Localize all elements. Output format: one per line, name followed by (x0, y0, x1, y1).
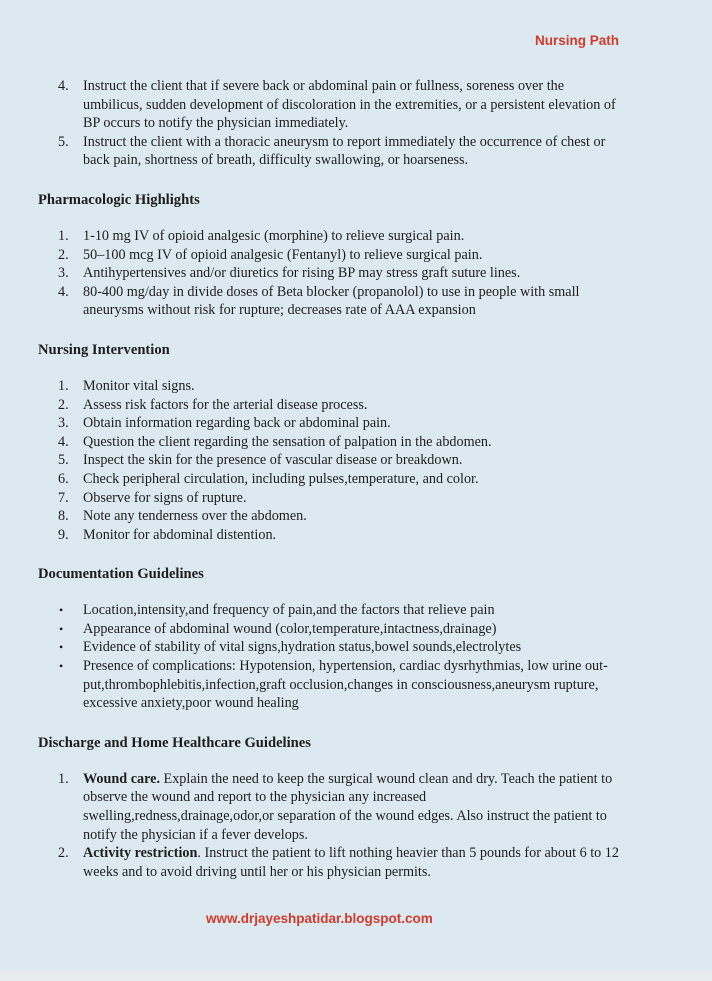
document-content (38, 77, 620, 881)
list-item: 6. Check peripheral circulation, including pulses,temperature, and color. (58, 470, 479, 487)
list-item: 3. Antihypertensives and/or diuretics for rising BP may stress graft suture lines. (58, 265, 521, 282)
bullet-icon: • (59, 603, 64, 618)
list-item: 5. Inspect the skin for the presence of vascular disease or breakdown. (58, 452, 463, 469)
list-item: 1. Wound care. Explain the need to keep the surgical wound clean and dry. Teach the patient to observe the wound and report to the physician any increased swelling,redness,drainage,odor,or separation of the wound edges. Also instruct the patient to notify the physician if a fever develops. (58, 770, 613, 843)
intervention-heading: Nursing Intervention (38, 341, 170, 358)
intervention-list (38, 377, 620, 544)
list-item: 9. Monitor for abdominal distention. (58, 526, 277, 543)
list-item: 4. 80-400 mg/day in divide doses of Beta blocker (propanolol) to use in people with small aneurysms without risk for rupture; decreases rate of AAA expansion (58, 283, 580, 319)
top-list (38, 77, 620, 170)
list-item: 2. 50–100 mcg IV of opioid analgesic (Fentanyl) to relieve surgical pain. (58, 246, 483, 263)
list-item: 4. Instruct the client that if severe back or abdominal pain or fullness, soreness over the umbilicus, sudden development of discoloration in the extremities, or a persistent elevation of BP occurs to notify the physician immediately. (58, 78, 616, 132)
footer-link[interactable]: www.drjayeshpatidar.blogspot.com (206, 911, 433, 926)
discharge-heading: Discharge and Home Healthcare Guidelines (38, 734, 311, 751)
documentation-list (38, 601, 620, 713)
bullet-icon: • (59, 621, 64, 636)
list-item: 2. Activity restriction. Instruct the patient to lift nothing heavier than 5 pounds for about 6 to 12 weeks and to avoid driving until her or his physician permits. (58, 845, 619, 880)
list-item: 2. Assess risk factors for the arterial disease process. (58, 396, 368, 413)
documentation-heading: Documentation Guidelines (38, 566, 204, 583)
list-item: 4. Question the client regarding the sensation of palpation in the abdomen. (58, 433, 492, 450)
pharmacologic-list (38, 227, 620, 320)
pharmacologic-heading: Pharmacologic Highlights (38, 191, 200, 208)
bullet-icon: • (59, 659, 64, 674)
list-item: • Presence of complications: Hypotension, hypertension, cardiac dysrhythmias, low urine out- put,thrombophlebitis,infection,graft occlusion,changes in consciousness,aneurysm rupture, excessive anxiety,poor wound healing (59, 658, 608, 712)
list-item: 3. Obtain information regarding back or abdominal pain. (58, 415, 391, 432)
discharge-list (38, 770, 620, 882)
list-item: 8. Note any tenderness over the abdomen. (58, 508, 307, 525)
list-item: • Location,intensity,and frequency of pain,and the factors that relieve pain (59, 602, 495, 619)
bullet-icon: • (59, 640, 64, 655)
list-item: 1. Monitor vital signs. (58, 377, 195, 394)
list-item: 7. Observe for signs of rupture. (58, 489, 247, 506)
list-item: 5. Instruct the client with a thoracic aneurysm to report immediately the occurrence of chest or back pain, shortness of breath, difficulty swallowing, or hoarseness. (58, 133, 606, 169)
list-item: 1. 1-10 mg IV of opioid analgesic (morphine) to relieve surgical pain. (58, 227, 465, 244)
header-tag: Nursing Path (534, 33, 619, 48)
list-item: • Evidence of stability of vital signs,hydration status,bowel sounds,electrolytes (59, 639, 522, 656)
list-item: • Appearance of abdominal wound (color,temperature,intactness,drainage) (59, 620, 497, 637)
